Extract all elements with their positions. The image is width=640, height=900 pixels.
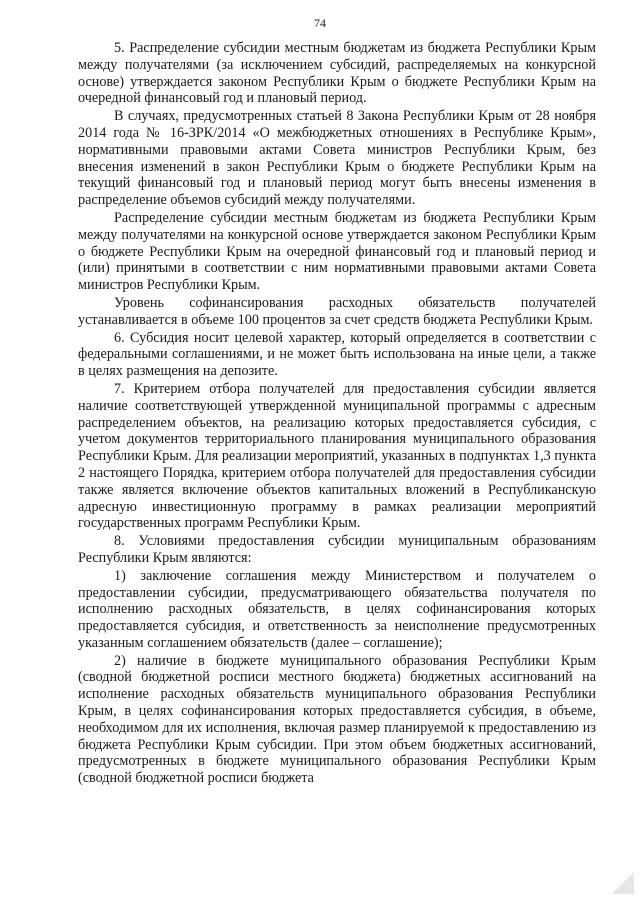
paragraph-competitive-distribution: Распределение субсидии местным бюджетам из бюджета Республики Крым между получателями на конкурсной основе утверждается законом Республики Крым о бюджете Республики Крым на очередной финансовый год и плановый период и (или) принятыми в соответствии с ним нормативными правовыми актами Совета министров Республики Крым.	[78, 209, 596, 294]
page-number: 74	[314, 16, 326, 30]
paragraph-5-distribution: 5. Распределение субсидии местным бюджетам из бюджета Республики Крым между получателями (за исключением субсидий, распределяемых на конкурсной основе) утверждается законом Республики Крым о бюджете Республики Крым на очередной финансовый год и плановый период.	[78, 40, 596, 107]
document-body	[78, 40, 596, 788]
paragraph-cofinancing-level: Уровень софинансирования расходных обязательств получателей устанавливается в объеме 100 процентов за счет средств бюджета Республики Крым.	[78, 294, 596, 328]
paragraph-8-conditions: 8. Условиями предоставления субсидии муниципальным образованиям Республики Крым являются:	[78, 533, 596, 566]
paragraph-8-1-agreement: 1) заключение соглашения между Министерством и получателем о предоставлении субсидии, предусматривающего обязательства получателя по исполнению расходных обязательств, в целях софинансирования которых предоставляется субсидия, и ответственность за неисполнение предусмотренных указанным соглашением обязательств (далее – соглашение);	[78, 567, 596, 651]
scan-corner-shadow	[612, 872, 634, 894]
paragraph-6-target-purpose: 6. Субсидия носит целевой характер, который определяется в соответствии с федеральными соглашениями, и не может быть использована на иные цели, а также в целях размещения на депозите.	[78, 329, 596, 380]
paragraph-8-2-budget-allocations: 2) наличие в бюджете муниципального образования Республики Крым (сводной бюджетной росписи местного бюджета) бюджетных ассигнований на исполнение расходных обязательств муниципального образования Республики Крым, в целях софинансирования которых предоставляется субсидия, в объеме, необходимом для их исполнения, включая размер планируемой к предоставлению из бюджета Республики Крым субсидии. При этом объем бюджетных ассигнований, предусмотренных в бюджете муниципального образования Республики Крым (сводной бюджетной росписи бюджета	[78, 652, 596, 787]
paragraph-7-selection-criterion: 7. Критерием отбора получателей для предоставления субсидии является наличие соответствующей утвержденной муниципальной программы с адресным распределением объектов, на реализацию которых предоставляется субсидия, с учетом документов территориального планирования муниципального образования Республики Крым. Для реализации мероприятий, указанных в подпунктах 1,3 пункта 2 настоящего Порядка, критерием отбора получателей для предоставления субсидии также является включение объектов капитальных вложений в Республиканскую адресную инвестиционную программу в рамках реализации мероприятий государственных программ Республики Крым.	[78, 380, 596, 532]
paragraph-changes-cases: В случаях, предусмотренных статьей 8 Закона Республики Крым от 28 ноября 2014 года № 16-ЗРК/2014 «О межбюджетных отношениях в Республике Крым», нормативными правовыми актами Совета министров Республики Крым, без внесения изменений в закон Республики Крым о бюджете Республики Крым на текущий финансовый год и плановый период могут быть внесены изменения в распределение объемов субсидий между получателями.	[78, 108, 596, 209]
